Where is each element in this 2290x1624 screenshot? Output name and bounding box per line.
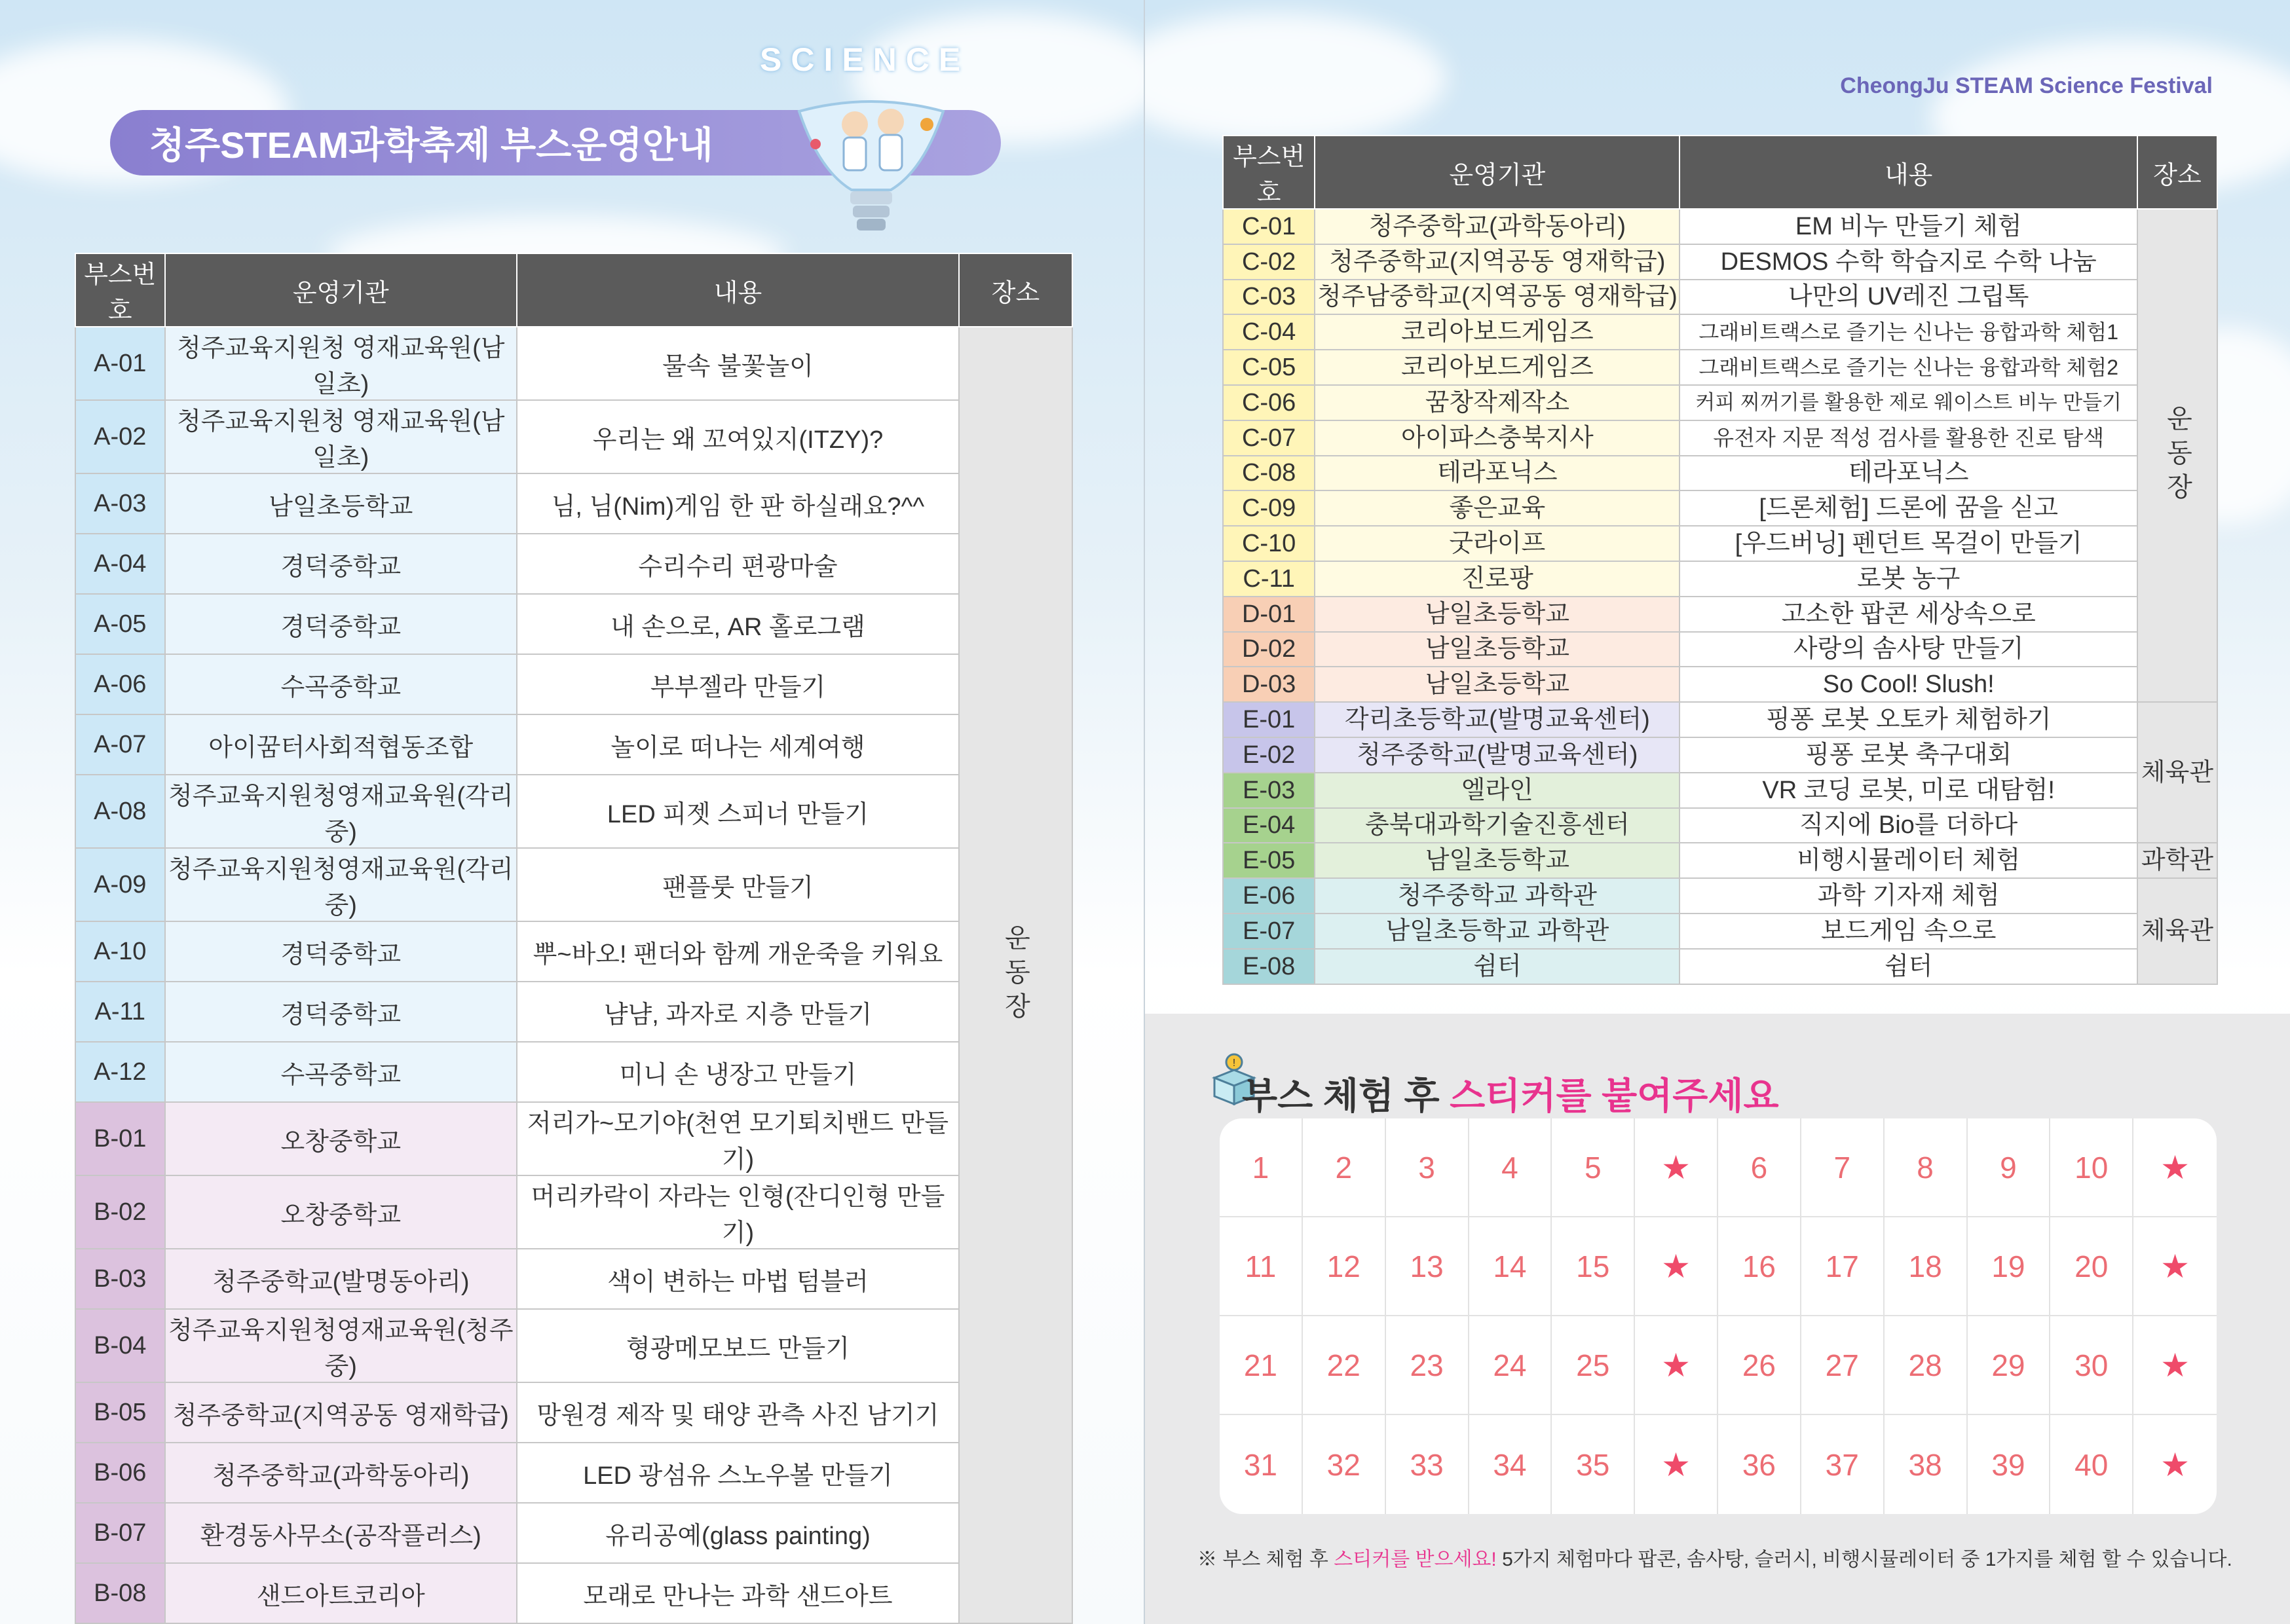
booth-code: A-10 — [75, 921, 165, 982]
booth-org: 충북대과학기술진흥센터 — [1315, 808, 1680, 843]
booth-content: 놀이로 떠나는 세계여행 — [517, 714, 959, 775]
booth-code: E-06 — [1223, 878, 1315, 913]
booth-code: A-07 — [75, 714, 165, 775]
table-row — [1223, 244, 2217, 280]
booth-content: [우드버닝] 펜던트 목걸이 만들기 — [1680, 526, 2137, 561]
sticker-number-cell[interactable]: 17 — [1801, 1217, 1885, 1316]
booth-content: 테라포닉스 — [1680, 456, 2137, 491]
table-row — [1223, 773, 2217, 808]
booth-code: A-06 — [75, 654, 165, 714]
booth-org: 청주중학교(발명교육센터) — [1315, 737, 1680, 773]
booth-org: 경덕중학교 — [165, 534, 517, 594]
booth-code: E-04 — [1223, 808, 1315, 843]
sticker-number-cell[interactable]: 5 — [1552, 1118, 1635, 1217]
booth-code: C-04 — [1223, 314, 1315, 350]
booth-content: 비행시뮬레이터 체험 — [1680, 843, 2137, 878]
sticker-number-cell[interactable]: 1 — [1220, 1118, 1303, 1217]
booth-content: 직지에 Bio를 더하다 — [1680, 808, 2137, 843]
table-row — [1223, 209, 2217, 244]
booth-content: 쉼터 — [1680, 949, 2137, 984]
table-row — [75, 1042, 1072, 1102]
booth-place: 체육관 — [2137, 702, 2217, 843]
booth-org: 각리초등학교(발명교육센터) — [1315, 702, 1680, 737]
sticker-star-cell[interactable]: ★ — [1635, 1118, 1718, 1217]
table-row — [75, 1309, 1072, 1382]
booth-org: 아이파스충북지사 — [1315, 420, 1680, 456]
table-row — [75, 714, 1072, 775]
sticker-star-cell[interactable]: ★ — [2133, 1316, 2217, 1415]
table-row — [75, 848, 1072, 921]
sticker-number-cell[interactable]: 21 — [1220, 1316, 1303, 1415]
booth-code: B-08 — [75, 1563, 165, 1623]
sticker-number-cell[interactable]: 23 — [1386, 1316, 1469, 1415]
booth-org: 쉼터 — [1315, 949, 1680, 984]
booth-content: 모래로 만나는 과학 샌드아트 — [517, 1563, 959, 1623]
sticker-number-cell[interactable]: 26 — [1718, 1316, 1801, 1415]
table-row — [1223, 667, 2217, 702]
booth-org: 아이꿈터사회적협동조합 — [165, 714, 517, 775]
sticker-star-cell[interactable]: ★ — [2133, 1118, 2217, 1217]
page-title: 청주STEAM과학축제 부스운영안내 — [149, 124, 713, 166]
header-org: 운영기관 — [165, 253, 517, 327]
header-place: 장소 — [2137, 136, 2217, 209]
sticker-star-cell[interactable]: ★ — [2133, 1217, 2217, 1316]
booth-code: C-10 — [1223, 526, 1315, 561]
booth-content: 유리공예(glass painting) — [517, 1503, 959, 1563]
booth-code: B-04 — [75, 1309, 165, 1382]
table-row — [1223, 913, 2217, 949]
booth-code: A-05 — [75, 594, 165, 654]
booth-org: 수곡중학교 — [165, 654, 517, 714]
booth-org: 코리아보드게임즈 — [1315, 314, 1680, 350]
booth-place: 운동장 — [959, 327, 1072, 1623]
sticker-number-cell[interactable]: 7 — [1801, 1118, 1885, 1217]
booth-org: 테라포닉스 — [1315, 456, 1680, 491]
sticker-number-cell[interactable]: 2 — [1303, 1118, 1386, 1217]
sticker-number-cell[interactable]: 13 — [1386, 1217, 1469, 1316]
sticker-number-cell[interactable]: 36 — [1718, 1415, 1801, 1514]
booth-code: C-05 — [1223, 350, 1315, 385]
sticker-number-cell[interactable]: 28 — [1885, 1316, 1968, 1415]
booth-content: So Cool! Slush! — [1680, 667, 2137, 702]
sticker-number-cell[interactable]: 11 — [1220, 1217, 1303, 1316]
booth-org: 경덕중학교 — [165, 982, 517, 1042]
note-highlight: 스티커를 받으세요! — [1334, 1549, 1497, 1570]
sticker-number-cell[interactable]: 29 — [1968, 1316, 2051, 1415]
booth-code: A-04 — [75, 534, 165, 594]
booth-code: E-03 — [1223, 773, 1315, 808]
header-content: 내용 — [1680, 136, 2137, 209]
booth-content: 냠냠, 과자로 지층 만들기 — [517, 982, 959, 1042]
booth-org: 남일초등학교 과학관 — [1315, 913, 1680, 949]
booth-content: 저리가~모기야(천연 모기퇴치밴드 만들기) — [517, 1102, 959, 1175]
booth-content: 우리는 왜 꼬여있지(ITZY)? — [517, 400, 959, 473]
science-word: SCIENCE — [760, 41, 970, 78]
booth-org: 꿈창작제작소 — [1315, 385, 1680, 420]
booth-content: 나만의 UV레진 그립톡 — [1680, 280, 2137, 315]
booth-org: 오창중학교 — [165, 1102, 517, 1175]
sticker-number-cell[interactable]: 15 — [1552, 1217, 1635, 1316]
booth-content: 수리수리 편광마술 — [517, 534, 959, 594]
table-row — [75, 594, 1072, 654]
booth-code: A-08 — [75, 775, 165, 848]
booth-table-right — [1222, 135, 2218, 985]
svg-text:!: ! — [1232, 1058, 1236, 1069]
booth-org: 수곡중학교 — [165, 1042, 517, 1102]
booth-content: 뿌~바오! 팬더와 함께 개운죽을 키워요 — [517, 921, 959, 982]
booth-org: 샌드아트코리아 — [165, 1563, 517, 1623]
table-row — [75, 327, 1072, 400]
booth-org: 청주중학교(발명동아리) — [165, 1249, 517, 1309]
right-page — [1145, 0, 2290, 1624]
table-row — [1223, 385, 2217, 420]
table-row — [75, 1443, 1072, 1503]
table-row — [75, 775, 1072, 848]
booth-code: A-11 — [75, 982, 165, 1042]
table-row — [75, 921, 1072, 982]
booth-content: 로봇 농구 — [1680, 561, 2137, 597]
booth-code: E-08 — [1223, 949, 1315, 984]
sticker-number-cell[interactable]: 40 — [2050, 1415, 2133, 1514]
table-row — [1223, 702, 2217, 737]
booth-content: 님, 님(Nim)게임 한 판 하실래요?^^ — [517, 473, 959, 534]
sticker-title-text: 부스 체험 후 — [1242, 1075, 1450, 1116]
table-row — [75, 654, 1072, 714]
sticker-number-cell[interactable]: 6 — [1718, 1118, 1801, 1217]
sticker-section — [1145, 1014, 2290, 1624]
sticker-number-cell[interactable]: 4 — [1469, 1118, 1552, 1217]
lightbulb-scientists-icon — [786, 98, 956, 262]
sticker-grid — [1220, 1118, 2217, 1514]
sticker-number-cell[interactable]: 8 — [1885, 1118, 1968, 1217]
table-row — [75, 1175, 1072, 1249]
booth-org: 남일초등학교 — [1315, 843, 1680, 878]
note-prefix: ※ 부스 체험 후 — [1197, 1549, 1334, 1570]
booth-org: 남일초등학교 — [1315, 632, 1680, 667]
booth-content: 과학 기자재 체험 — [1680, 878, 2137, 913]
booth-code: B-03 — [75, 1249, 165, 1309]
booth-org: 엘라인 — [1315, 773, 1680, 808]
booth-code: E-07 — [1223, 913, 1315, 949]
booth-code: A-02 — [75, 400, 165, 473]
booth-org: 남일초등학교 — [1315, 667, 1680, 702]
sticker-number-cell[interactable]: 18 — [1885, 1217, 1968, 1316]
booth-org: 청주중학교(과학동아리) — [165, 1443, 517, 1503]
booth-org: 청주중학교(지역공동 영재학급) — [1315, 244, 1680, 280]
table-row — [1223, 632, 2217, 667]
booth-content: EM 비누 만들기 체험 — [1680, 209, 2137, 244]
booth-code: B-07 — [75, 1503, 165, 1563]
booth-content: 보드게임 속으로 — [1680, 913, 2137, 949]
sticker-number-cell[interactable]: 30 — [2050, 1316, 2133, 1415]
table-row — [1223, 561, 2217, 597]
table-row — [1223, 456, 2217, 491]
booth-org: 경덕중학교 — [165, 921, 517, 982]
booth-content: 핑퐁 로봇 축구대회 — [1680, 737, 2137, 773]
table-row — [1223, 526, 2217, 561]
booth-code: C-03 — [1223, 280, 1315, 315]
booth-content: 물속 불꽃놀이 — [517, 327, 959, 400]
sticker-number-cell[interactable]: 25 — [1552, 1316, 1635, 1415]
booth-content: LED 피젯 스피너 만들기 — [517, 775, 959, 848]
booth-org: 청주교육지원청영재교육원(각리중) — [165, 848, 517, 921]
booth-code: C-06 — [1223, 385, 1315, 420]
sticker-number-cell[interactable]: 10 — [2050, 1118, 2133, 1217]
booth-code: D-01 — [1223, 597, 1315, 632]
table-row — [75, 1102, 1072, 1175]
table-row — [75, 534, 1072, 594]
booth-content: 유전자 지문 적성 검사를 활용한 진로 탐색 — [1680, 420, 2137, 456]
booth-code: E-01 — [1223, 702, 1315, 737]
booth-content: 팬플룻 만들기 — [517, 848, 959, 921]
table-row — [1223, 737, 2217, 773]
booth-content: 커피 찌꺼기를 활용한 제로 웨이스트 비누 만들기 — [1680, 385, 2137, 420]
booth-org: 청주교육지원청 영재교육원(남일초) — [165, 400, 517, 473]
booth-code: A-12 — [75, 1042, 165, 1102]
table-row — [75, 1249, 1072, 1309]
table-row — [1223, 949, 2217, 984]
table-row — [75, 982, 1072, 1042]
sticker-number-cell[interactable]: 35 — [1552, 1415, 1635, 1514]
booth-org: 오창중학교 — [165, 1175, 517, 1249]
table-row — [75, 1503, 1072, 1563]
sticker-note — [1197, 1543, 2232, 1572]
sticker-number-cell[interactable]: 9 — [1968, 1118, 2051, 1217]
booth-code: D-02 — [1223, 632, 1315, 667]
sticker-number-cell[interactable]: 33 — [1386, 1415, 1469, 1514]
booth-content: DESMOS 수학 학습지로 수학 나눔 — [1680, 244, 2137, 280]
booth-org: 청주교육지원청영재교육원(각리중) — [165, 775, 517, 848]
booth-org: 청주남중학교(지역공동 영재학급) — [1315, 280, 1680, 315]
booth-code: A-09 — [75, 848, 165, 921]
sticker-number-cell[interactable]: 39 — [1968, 1415, 2051, 1514]
header-code: 부스번호 — [75, 253, 165, 327]
booth-org: 청주중학교(지역공동 영재학급) — [165, 1382, 517, 1443]
booth-code: C-08 — [1223, 456, 1315, 491]
booth-content: 그래비트랙스로 즐기는 신나는 융합과학 체험1 — [1680, 314, 2137, 350]
sticker-star-cell[interactable]: ★ — [1635, 1316, 1718, 1415]
booth-code: B-06 — [75, 1443, 165, 1503]
booth-code: D-03 — [1223, 667, 1315, 702]
booth-place: 체육관 — [2137, 878, 2217, 984]
booth-org: 청주중학교(과학동아리) — [1315, 209, 1680, 244]
sticker-number-cell[interactable]: 14 — [1469, 1217, 1552, 1316]
booth-org: 진로팡 — [1315, 561, 1680, 597]
booth-content: 사랑의 솜사탕 만들기 — [1680, 632, 2137, 667]
booth-code: B-02 — [75, 1175, 165, 1249]
table-row — [75, 1563, 1072, 1623]
sticker-number-cell[interactable]: 38 — [1885, 1415, 1968, 1514]
table-row — [1223, 314, 2217, 350]
sticker-number-cell[interactable]: 19 — [1968, 1217, 2051, 1316]
booth-org: 환경동사무소(공작플러스) — [165, 1503, 517, 1563]
booth-code: A-01 — [75, 327, 165, 400]
sticker-number-cell[interactable]: 24 — [1469, 1316, 1552, 1415]
booth-code: B-05 — [75, 1382, 165, 1443]
table-row — [1223, 420, 2217, 456]
table-row — [75, 1382, 1072, 1443]
booth-place: 운동장 — [2137, 209, 2217, 702]
booth-org: 굿라이프 — [1315, 526, 1680, 561]
table-row — [1223, 843, 2217, 878]
booth-code: C-02 — [1223, 244, 1315, 280]
table-row — [75, 473, 1072, 534]
table-row — [1223, 878, 2217, 913]
festival-name: CheongJu STEAM Science Festival — [1840, 73, 2213, 98]
booth-org: 좋은교육 — [1315, 490, 1680, 526]
booth-table-left — [75, 253, 1073, 1624]
booth-org: 코리아보드게임즈 — [1315, 350, 1680, 385]
sticker-number-cell[interactable]: 37 — [1801, 1415, 1885, 1514]
booth-code: C-01 — [1223, 209, 1315, 244]
sticker-number-cell[interactable]: 20 — [2050, 1217, 2133, 1316]
sticker-title — [1242, 1067, 1779, 1120]
table-row — [75, 400, 1072, 473]
booth-org: 청주교육지원청영재교육원(청주중) — [165, 1309, 517, 1382]
booth-code: E-02 — [1223, 737, 1315, 773]
table-row — [1223, 490, 2217, 526]
sticker-number-cell[interactable]: 31 — [1220, 1415, 1303, 1514]
note-suffix: 5가지 체험마다 팝콘, 솜사탕, 슬러시, 비행시뮬레이터 중 1가지를 체험 할 수 있습니다. — [1496, 1549, 2232, 1570]
sticker-star-cell[interactable]: ★ — [1635, 1415, 1718, 1514]
booth-code: C-07 — [1223, 420, 1315, 456]
header-place: 장소 — [959, 253, 1072, 327]
table-row — [1223, 597, 2217, 632]
header-content: 내용 — [517, 253, 959, 327]
booth-code: B-01 — [75, 1102, 165, 1175]
booth-content: 망원경 제작 및 태양 관측 사진 남기기 — [517, 1382, 959, 1443]
booth-content: 고소한 팝콘 세상속으로 — [1680, 597, 2137, 632]
sticker-title-highlight: 스티커를 붙여주세요 — [1450, 1075, 1779, 1116]
table-row — [1223, 350, 2217, 385]
booth-code: C-11 — [1223, 561, 1315, 597]
booth-org: 경덕중학교 — [165, 594, 517, 654]
sticker-number-cell[interactable]: 27 — [1801, 1316, 1885, 1415]
booth-place: 과학관 — [2137, 843, 2217, 878]
booth-content: 내 손으로, AR 홀로그램 — [517, 594, 959, 654]
booth-content: 핑퐁 로봇 오토카 체험하기 — [1680, 702, 2137, 737]
booth-content: VR 코딩 로봇, 미로 대탐험! — [1680, 773, 2137, 808]
booth-content: [드론체험] 드론에 꿈을 싣고 — [1680, 490, 2137, 526]
sticker-number-cell[interactable]: 3 — [1386, 1118, 1469, 1217]
booth-code: A-03 — [75, 473, 165, 534]
header-code: 부스번호 — [1223, 136, 1315, 209]
booth-org: 청주중학교 과학관 — [1315, 878, 1680, 913]
booth-content: 머리카락이 자라는 인형(잔디인형 만들기) — [517, 1175, 959, 1249]
booth-content: 그래비트랙스로 즐기는 신나는 융합과학 체험2 — [1680, 350, 2137, 385]
table-row — [1223, 280, 2217, 315]
sticker-number-cell[interactable]: 22 — [1303, 1316, 1386, 1415]
sticker-star-cell[interactable]: ★ — [1635, 1217, 1718, 1316]
booth-org: 청주교육지원청 영재교육원(남일초) — [165, 327, 517, 400]
sticker-number-cell[interactable]: 16 — [1718, 1217, 1801, 1316]
booth-code: E-05 — [1223, 843, 1315, 878]
booth-org: 남일초등학교 — [165, 473, 517, 534]
sticker-star-cell[interactable]: ★ — [2160, 1446, 2190, 1483]
booth-content: 부부젤라 만들기 — [517, 654, 959, 714]
sticker-number-cell[interactable]: 32 — [1303, 1415, 1386, 1514]
sticker-number-cell[interactable]: 12 — [1303, 1217, 1386, 1316]
header-org: 운영기관 — [1315, 136, 1680, 209]
booth-content: 색이 변하는 마법 텀블러 — [517, 1249, 959, 1309]
booth-org: 남일초등학교 — [1315, 597, 1680, 632]
booth-code: C-09 — [1223, 490, 1315, 526]
booth-content: 미니 손 냉장고 만들기 — [517, 1042, 959, 1102]
booth-content: 형광메모보드 만들기 — [517, 1309, 959, 1382]
booth-content: LED 광섬유 스노우볼 만들기 — [517, 1443, 959, 1503]
sticker-number-cell[interactable]: 34 — [1469, 1415, 1552, 1514]
table-row — [1223, 808, 2217, 843]
